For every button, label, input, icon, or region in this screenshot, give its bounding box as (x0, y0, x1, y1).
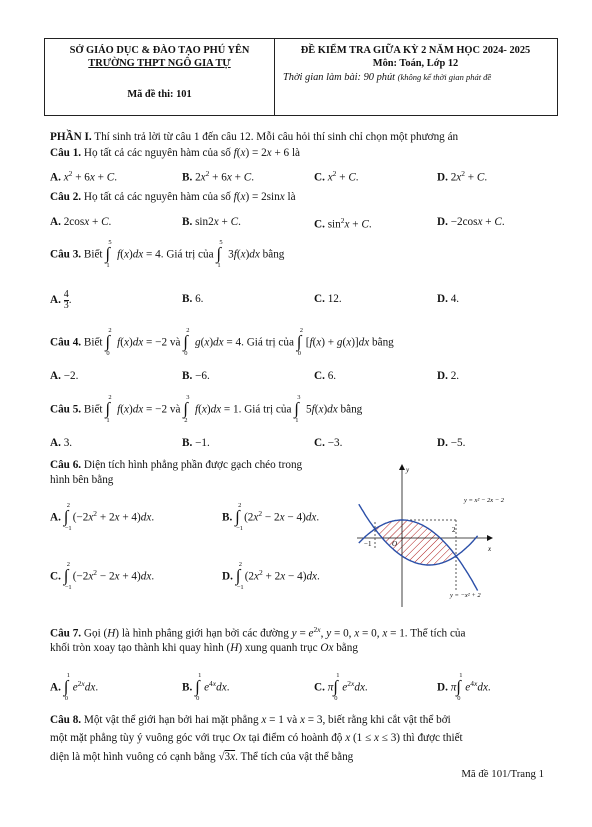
axis-label-x: x (488, 545, 492, 553)
q2-option-b[interactable]: B. sin2x + C. (182, 216, 241, 228)
school-name: TRƯỜNG THPT NGÔ GIA TỰ (88, 58, 231, 69)
curve-label-bottom: y = −x² + 2 (450, 592, 481, 599)
curve-label-top: y = x² − 2x − 2 (464, 497, 505, 504)
q4-option-c[interactable]: C. 6. (314, 370, 337, 382)
q1-option-b[interactable]: B. $2x^2 + 6x + C$. (182, 169, 255, 184)
q6-option-b[interactable]: B. ∫ 2 −1 $(2x^2 - 2x - 4)dx$. (222, 509, 319, 525)
question-1: Câu 1. Họ tất cả các nguyên hàm của số f(x) = 2x + 6 là (50, 147, 301, 159)
q7-option-b[interactable]: B. ∫ 1 0 $e^{4x}dx$. (182, 679, 229, 695)
q5-option-b[interactable]: B. −1. (182, 437, 210, 449)
department-name: SỞ GIÁO DỤC & ĐÀO TẠO PHÚ YÊN (69, 45, 250, 56)
q7-option-d[interactable]: D. π ∫ 1 0 $e^{4x}dx$. (437, 679, 491, 695)
question-7-line2: khối tròn xoay tạo thành khi quay hình (H) xung quanh trục Ox bằng (50, 642, 358, 654)
q6-option-d[interactable]: D. ∫ 2 −1 $(2x^2 + 2x - 4)dx$. (222, 568, 320, 584)
question-2: Câu 2. Họ tất cả các nguyên hàm của số f(x) = 2sinx là (50, 191, 296, 203)
exam-time: Thời gian làm bài: 90 phút (không kể thời gian phát đề (283, 72, 492, 83)
axis-label-y: y (406, 466, 410, 474)
q1-option-d[interactable]: D. $2x^2 + C$. (437, 169, 488, 184)
tick-label-neg1: −1 (364, 540, 372, 548)
q6-option-a[interactable]: A. ∫ 2 −1 $(-2x^2 + 2x + 4)dx$. (50, 509, 154, 525)
q1-option-a[interactable]: A. $x^2 + 6x + C$. (50, 169, 118, 184)
q2-option-c[interactable]: C. $\sin^2x + C$. (314, 216, 372, 231)
question-8: Câu 8. Một vật thể giới hạn bởi hai mặt phẳng x = 1 và x = 3, biết rằng khi cắt vật thể bởi (50, 714, 451, 726)
q6-option-c[interactable]: C. ∫ 2 −1 $(-2x^2 - 2x + 4)dx$. (50, 568, 154, 584)
q6-graph (352, 462, 542, 612)
q3-option-d[interactable]: D. 4. (437, 293, 460, 305)
question-8-line2: một mặt phẳng tùy ý vuông góc với trục Ox tại điểm có hoành độ x (1 ≤ x ≤ 3) thì được thiết (50, 732, 463, 744)
q3-option-b[interactable]: B. 6. (182, 293, 204, 305)
q4-option-d[interactable]: D. 2. (437, 370, 460, 382)
question-4: Câu 4. Biết ∫ 2 0 f(x)dx = −2 và ∫ 2 0 g(x)dx = 4. Giá trị của ∫ 2 0 [f(x) + g(x)]dx bằng (50, 336, 394, 350)
question-5: Câu 5. Biết ∫ 2 1 f(x)dx = −2 và ∫ 3 2 f(x)dx = 1. Giá trị của ∫ 3 1 5f(x)dx bằng (50, 403, 362, 417)
exam-subject: Môn: Toán, Lớp 12 (372, 58, 459, 69)
question-6-line2: hình bên bằng (50, 474, 114, 486)
exam-title: ĐỀ KIỂM TRA GIỮA KỲ 2 NĂM HỌC 2024- 2025 (300, 45, 531, 56)
y-axis-arrow-icon (399, 464, 405, 470)
exam-header (44, 38, 558, 116)
x-axis-arrow-icon (487, 535, 493, 541)
q3-option-a[interactable]: A. $\frac{4}{3}$ . (50, 289, 72, 311)
q7-option-a[interactable]: A. ∫ 1 0 $e^{2x}dx$. (50, 679, 98, 695)
q7-option-c[interactable]: C. π ∫ 1 0 $e^{2x}dx$. (314, 679, 368, 695)
q2-option-a[interactable]: A. 2cosx + C. (50, 216, 112, 228)
q3-option-c[interactable]: C. 12. (314, 293, 342, 305)
q5-option-a[interactable]: A. 3. (50, 437, 73, 449)
question-8-line3: diện là một hình vuông có cạnh bằng √3x. Thể tích của vật thể bằng (50, 751, 354, 763)
part1-instruction: PHẦN I. Thí sinh trả lời từ câu 1 đến câu 12. Mỗi câu hỏi thí sinh chỉ chọn một phương án (50, 131, 459, 143)
q5-option-c[interactable]: C. −3. (314, 437, 343, 449)
q4-option-a[interactable]: A. −2. (50, 370, 79, 382)
question-6: Câu 6. Diện tích hình phẳng phần được gạch chéo trong (50, 459, 303, 471)
question-7: Câu 7. Gọi (H) là hình phẳng giới hạn bởi các đường $y = e^{2x}$, y = 0, x = 0, x = 1. Thể tích của (50, 625, 466, 640)
tick-label-2: 2 (452, 526, 456, 534)
q1-option-c[interactable]: C. $x^2 + C$. (314, 169, 359, 184)
q4-option-b[interactable]: B. −6. (182, 370, 210, 382)
question-3: Câu 3. Biết ∫ 5 1 f(x)dx = 4. Giá trị của ∫ 5 1 3f(x)dx bằng (50, 248, 284, 262)
q2-option-d[interactable]: D. −2cosx + C. (437, 216, 505, 228)
page-footer: Mã đề 101/Trang 1 (461, 768, 544, 780)
q5-option-d[interactable]: D. −5. (437, 437, 466, 449)
origin-label: O (392, 540, 398, 548)
exam-code: Mã đề thi: 101 (127, 89, 192, 100)
